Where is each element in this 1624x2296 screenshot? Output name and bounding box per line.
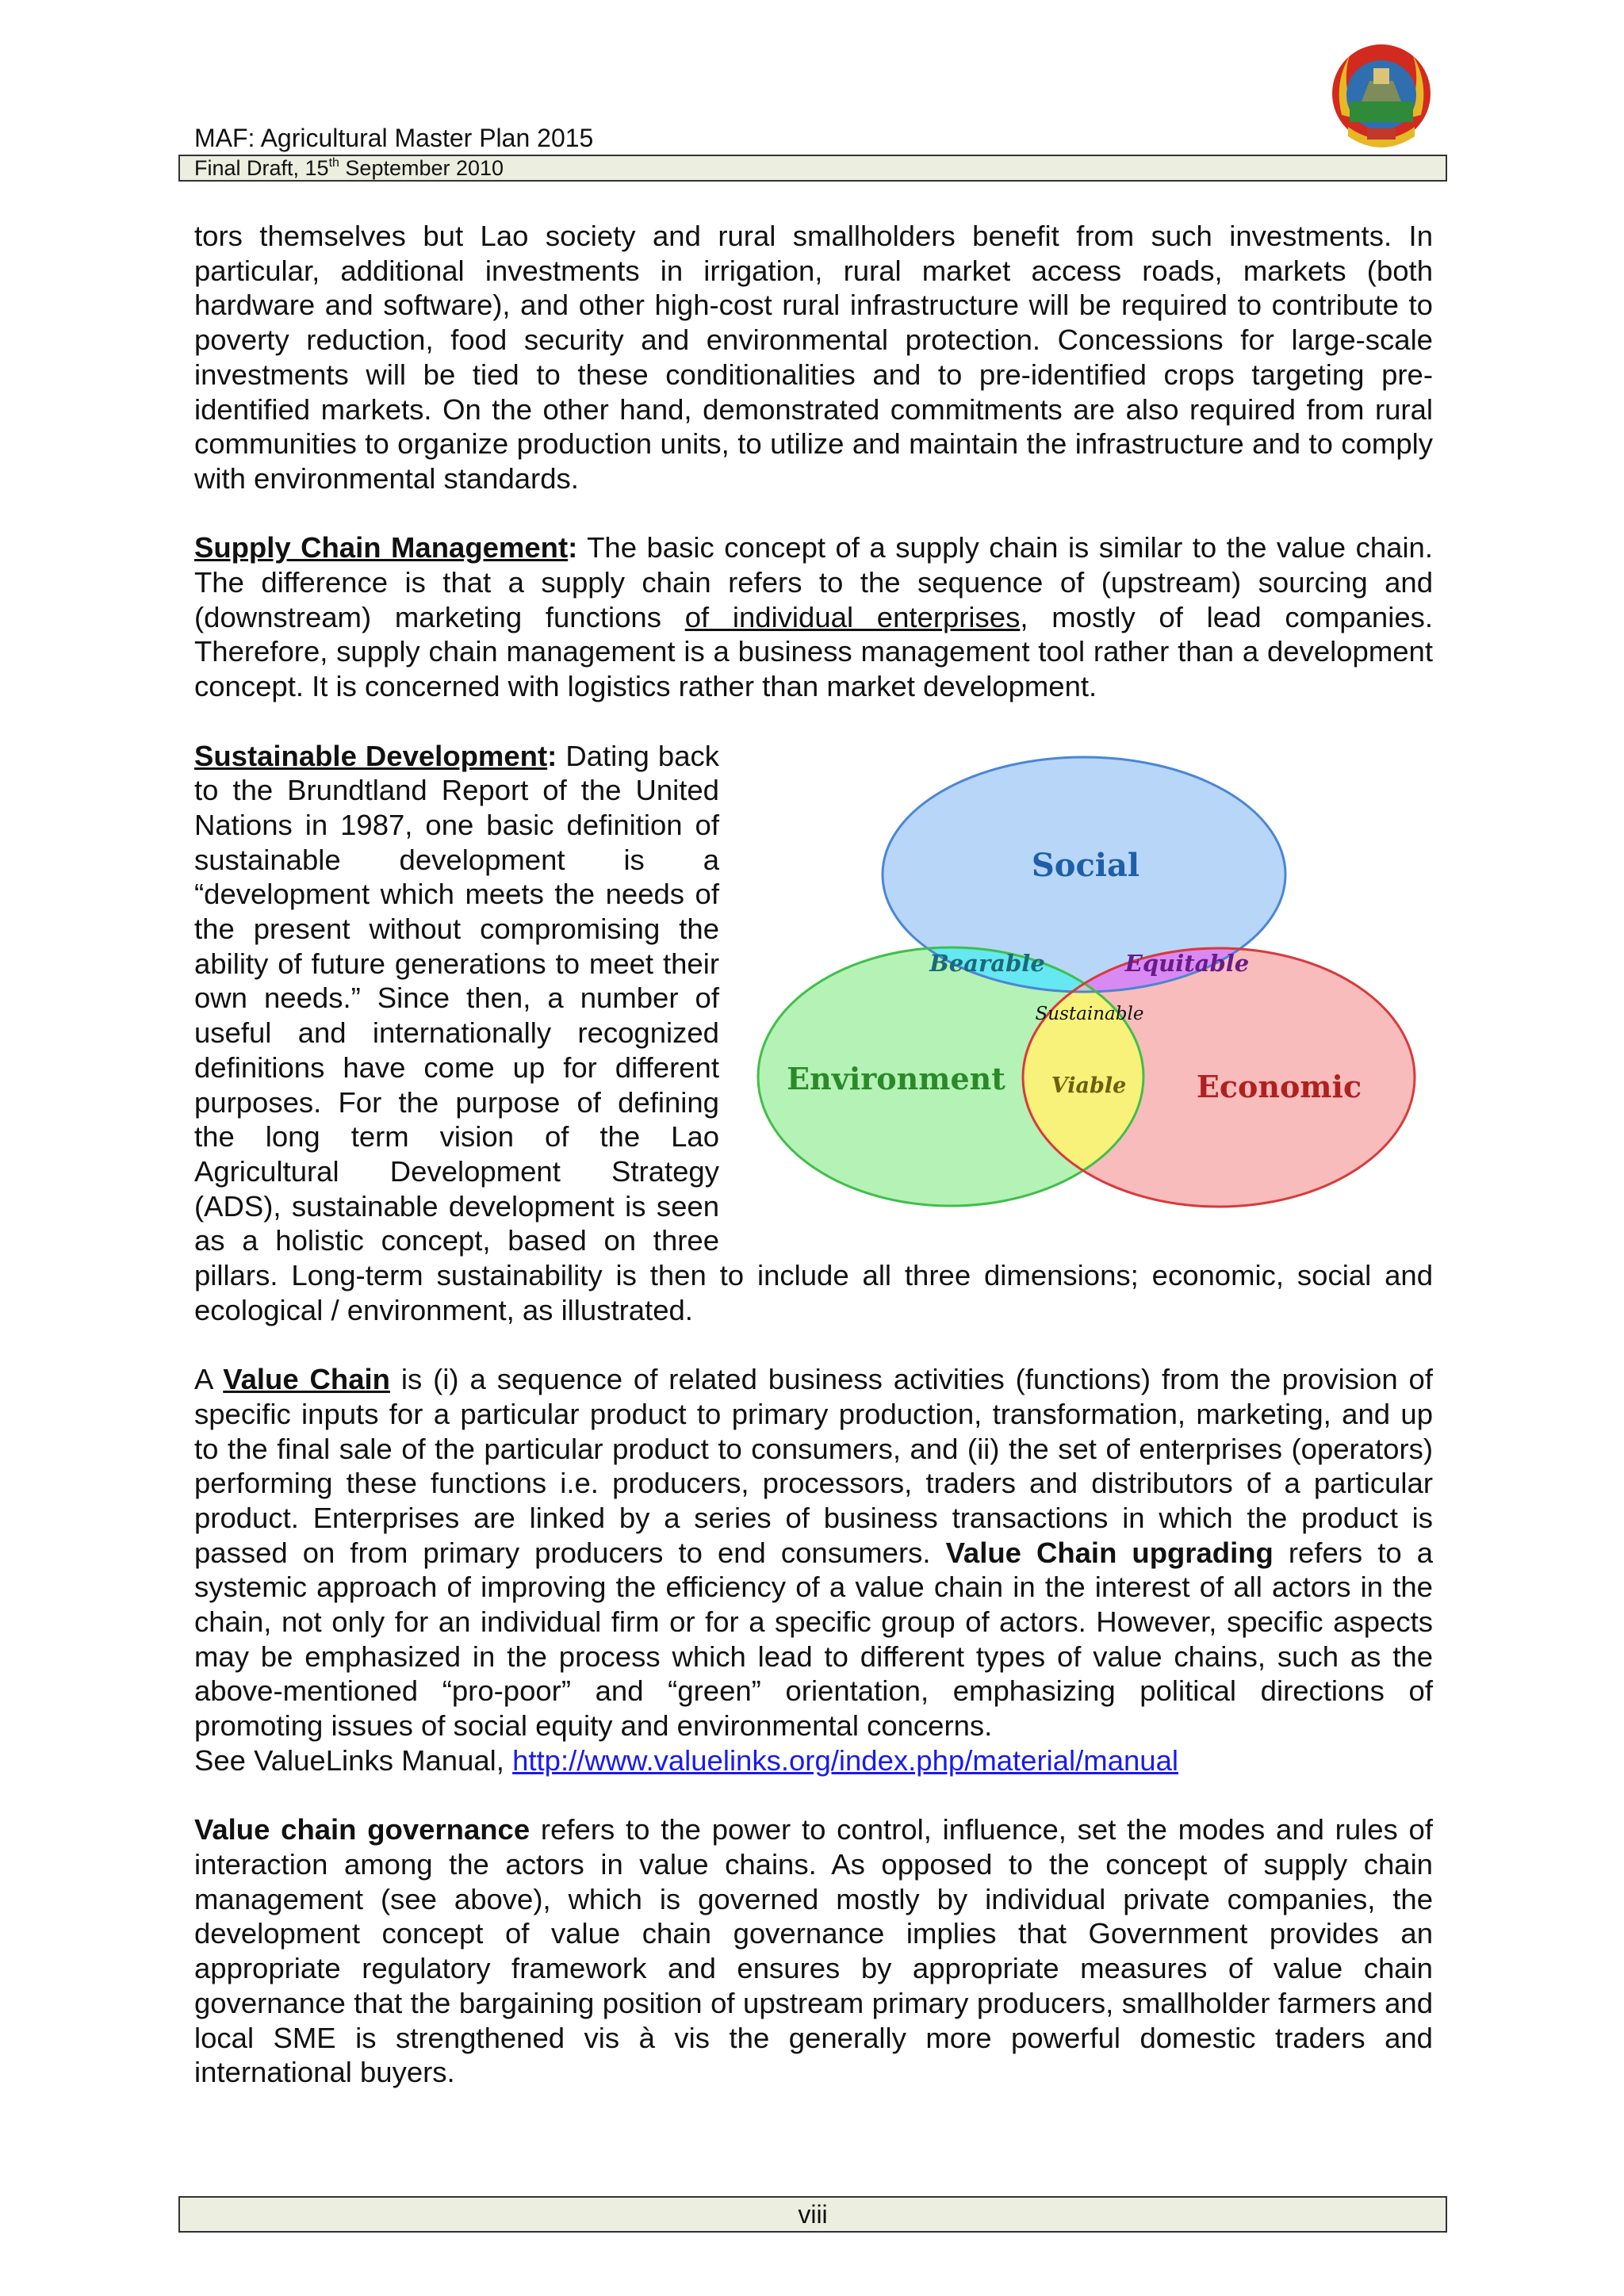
term-supply-chain-management: Supply Chain Management — [194, 531, 569, 564]
term-value-chain: Value Chain — [223, 1363, 390, 1396]
text-span: The basic concept of a supply chain is similar to the value chain. The difference is that a supply chain refers to the sequence of (upstream) sourcing and (downstream) marketing functions — [194, 531, 1433, 633]
term-value-chain-governance: Value chain governance — [194, 1813, 530, 1846]
text-span: Dating back to the Brundtland Report of the United Nations in 1987, one basic definition of sustainable development is a “development which meets the needs of the present without compromising the ability of future generations to meet their own needs.” Since then, a number of useful and internationally recognized definitions have come up for different purposes. For the purpose of defining the long term vision of the Lao Agricultural Development Strategy (ADS), sustainable development is seen as a holistic concept, based on three pillars. Long-term sustainability is then to include all three dimensions; economic, social and ecological / environment, as illustrated. — [194, 739, 1433, 1326]
page-number: viii — [798, 2200, 828, 2229]
term-colon: : — [568, 531, 578, 564]
venn-label-sustainable: Sustainable — [1035, 1003, 1144, 1024]
paragraph-governance — [194, 1812, 1433, 2090]
draft-prefix: Final Draft, 15 — [194, 156, 329, 180]
text-span: refers to a systemic approach of improving the efficiency of a value chain in the interest of all actors in the chain, not only for an individual firm or for a specific group of actors. However, specific aspects may be emphasized in the process which lead to different types of value chains, such as the above-mentioned “pro-poor” and “green” orientation, emphasizing political directions of promoting issues of social equity and environmental concerns. — [194, 1536, 1433, 1743]
draft-date-bar — [178, 155, 1447, 182]
venn-label-social: Social — [1031, 846, 1140, 884]
venn-label-viable: Viable — [1051, 1073, 1127, 1098]
document-title: MAF: Agricultural Master Plan 2015 — [194, 124, 594, 152]
text-span: See ValueLinks Manual, — [194, 1743, 513, 1777]
draft-suffix: September 2010 — [339, 156, 504, 180]
venn-label-bearable: Bearable — [929, 949, 1045, 977]
text-span: refers to the power to control, influence, set the modes and rules of interaction among the actors in value chains. As opposed to the concept of supply chain management (see above), which is governed mostly by individual private companies, the development concept of value chain governance implies that Government provides an appropriate regulatory framework and ensures by appropriate measures of value chain governance that the bargaining position of upstream primary producers, smallholder farmers and local SME is strengthened vis à vis the generally more powerful domestic traders and international buyers. — [194, 1813, 1433, 2089]
text-span: , mostly of lead companies. Therefore, supply chain management is a business management tool rather than a development concept. It is concerned with logistics rather than market development. — [194, 600, 1434, 703]
venn-label-equitable: Equitable — [1124, 949, 1250, 977]
venn-label-economic: Economic — [1196, 1068, 1362, 1104]
term-colon: : — [547, 739, 557, 772]
term-sustainable-development: Sustainable Development — [194, 739, 548, 772]
underlined-phrase: of individual enterprises — [684, 600, 1021, 633]
text-span: is (i) a sequence of related business activities (functions) from the provision of specific inputs for a particular product to primary production, transformation, marketing, and up to the final sale of the particular product to consumers, and (ii) the set of enterprises (operators) performing these functions i.e. producers, processors, traders and distributors of a particular product. Enterprises are linked by a series of business transactions in which the product is passed on from primary producers to end consumers. — [194, 1363, 1433, 1569]
paragraph-supply-chain — [194, 530, 1433, 704]
valuelinks-manual-link[interactable]: http://www.valuelinks.org/index.php/material/manual — [512, 1743, 1179, 1777]
term-value-chain-upgrading: Value Chain upgrading — [945, 1536, 1274, 1569]
paragraph-investments: tors themselves but Lao society and rural smallholders benefit from such investments. In particular, additional investments in irrigation, rural market access roads, markets (both hardware and software), and other high-cost rural infrastructure will be required to contribute to poverty reduction, food security and environmental protection. Concessions for large-scale investments will be tied to these conditionalities and to pre-identified crops targeting pre-identified markets. On the other hand, demonstrated commitments are also required from rural communities to organize production units, to utilize and maintain the infrastructure and to comply with environmental standards. — [194, 220, 1433, 495]
body-content — [194, 219, 1433, 2090]
text-span: A — [194, 1363, 224, 1396]
draft-ordinal: th — [328, 156, 339, 170]
paragraph-value-chain — [194, 1362, 1433, 1743]
paragraph-see-manual — [194, 1743, 1433, 1778]
sustainability-venn-diagram — [743, 755, 1441, 1227]
venn-label-environment: Environment — [787, 1060, 1005, 1096]
page-number-bar — [178, 2196, 1447, 2233]
ministry-emblem-icon — [1326, 40, 1437, 159]
